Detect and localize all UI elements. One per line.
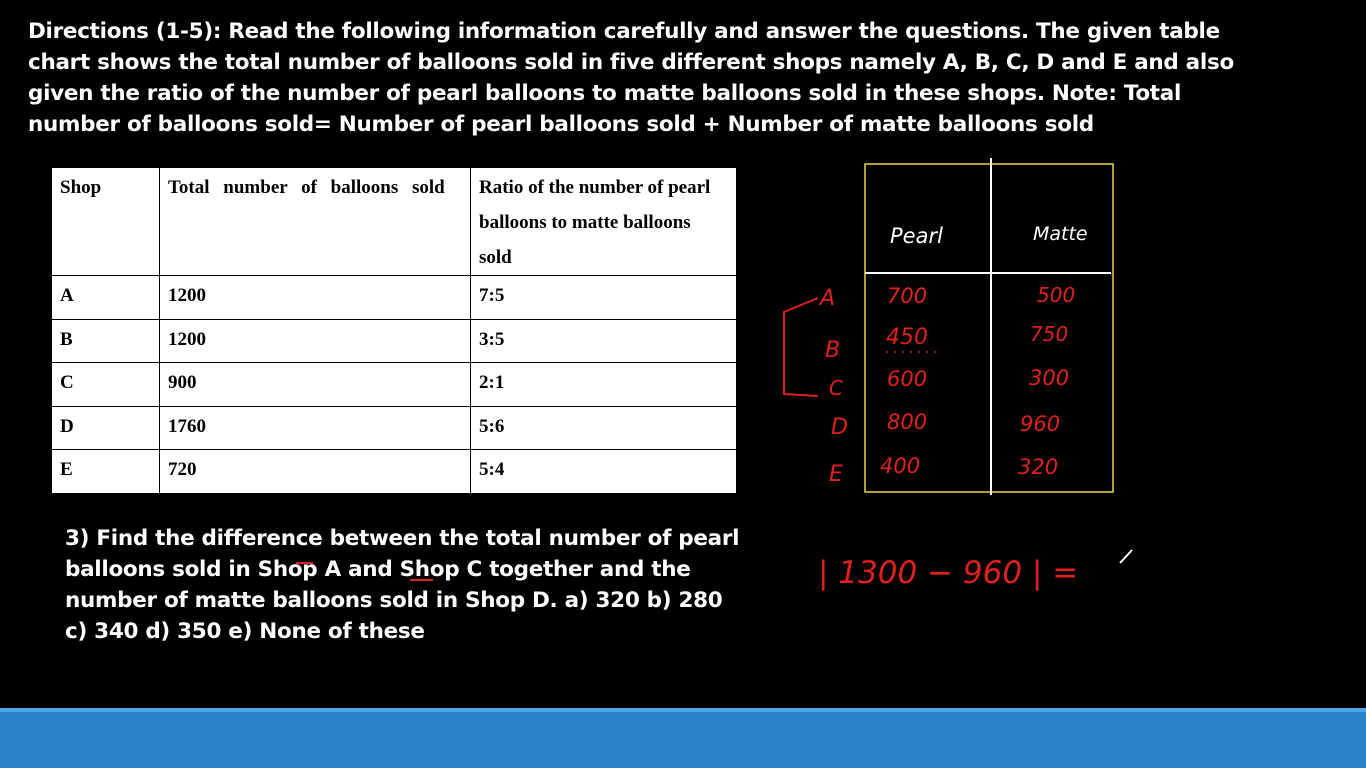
matte-value: 300: [1029, 366, 1070, 390]
bottom-bar: [0, 708, 1366, 768]
header-shop: Shop: [52, 168, 160, 276]
shop-cell: E: [52, 450, 160, 494]
header-total: Total number of balloons sold: [160, 168, 471, 276]
pearl-value: 400: [880, 454, 921, 478]
matte-value: 750: [1030, 322, 1069, 346]
ratio-cell: 2:1: [471, 363, 737, 407]
difference-equation: | 1300 − 960 | =: [818, 555, 1079, 591]
pearl-value: 700: [887, 284, 928, 308]
pearl-column-label: Pearl: [890, 224, 943, 248]
ratio-cell: 5:4: [471, 450, 737, 494]
question-text: 3) Find the difference between the total number of pearl balloons sold in Shop A and Shop C together and the number of matte balloons sold in Shop D. a) 320 b) 280 c) 340 d) 350 e) None of these: [65, 526, 740, 644]
total-cell: 1200: [160, 276, 471, 320]
directions-text: Directions (1-5): Read the following information carefully and answer the questions. The given table chart shows the total number of balloons sold in five different shops namely A, B, C, D and E and also given the ratio of the number of pearl balloons to matte balloons sold in these shops. Note: Total number of balloons sold= Number of pearl balloons sold + Number of matte balloons sold: [28, 19, 1234, 137]
pearl-value: 800: [887, 410, 928, 434]
shop-letter: C: [829, 376, 843, 400]
total-cell: 1760: [160, 406, 471, 450]
ratio-cell: 7:5: [471, 276, 737, 320]
total-cell: 1200: [160, 319, 471, 363]
ratio-cell: 3:5: [471, 319, 737, 363]
matte-value: 320: [1018, 455, 1059, 479]
total-cell: 900: [160, 363, 471, 407]
shop-letter: B: [825, 338, 841, 363]
shop-cell: C: [52, 363, 160, 407]
shop-cell: D: [52, 406, 160, 450]
shop-letter: E: [829, 462, 843, 487]
matte-value: 500: [1037, 283, 1076, 307]
shop-cell: B: [52, 319, 160, 363]
pen-cursor-icon: [1120, 550, 1132, 563]
group-bracket: [784, 298, 818, 396]
shop-cell: A: [52, 276, 160, 320]
ratio-cell: 5:6: [471, 406, 737, 450]
pearl-value: 450: [886, 325, 928, 350]
shop-letter: D: [831, 415, 848, 440]
matte-column-label: Matte: [1033, 223, 1088, 245]
matte-value: 960: [1020, 412, 1061, 436]
shop-letter: A: [820, 286, 836, 311]
pearl-value: 600: [887, 367, 928, 391]
header-ratio: Ratio of the number of pearl balloons to matte balloons sold: [471, 168, 737, 276]
total-cell: 720: [160, 450, 471, 494]
